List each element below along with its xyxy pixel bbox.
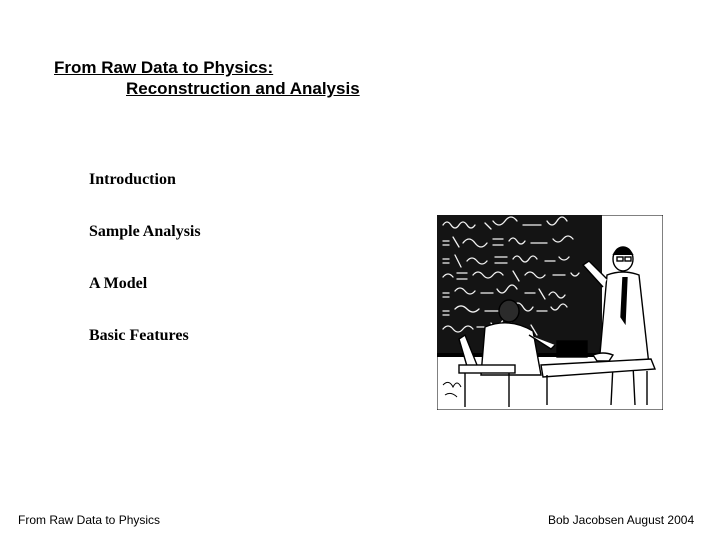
footer-left: From Raw Data to Physics xyxy=(18,513,161,527)
title-line-2 xyxy=(54,78,360,99)
slide-title xyxy=(54,57,360,99)
title-line-1: From Raw Data to Physics: xyxy=(54,58,274,77)
chalkboard-cartoon-icon xyxy=(437,215,663,410)
agenda-item: Introduction xyxy=(89,171,176,188)
agenda-list xyxy=(89,170,201,378)
footer-right: Bob Jacobsen August 2004 xyxy=(548,513,695,527)
agenda-item: Basic Features xyxy=(89,327,189,344)
agenda-item: A Model xyxy=(89,275,148,292)
title-line-2-text: Reconstruction and Analysis xyxy=(126,79,360,98)
agenda-item: Sample Analysis xyxy=(89,223,201,240)
